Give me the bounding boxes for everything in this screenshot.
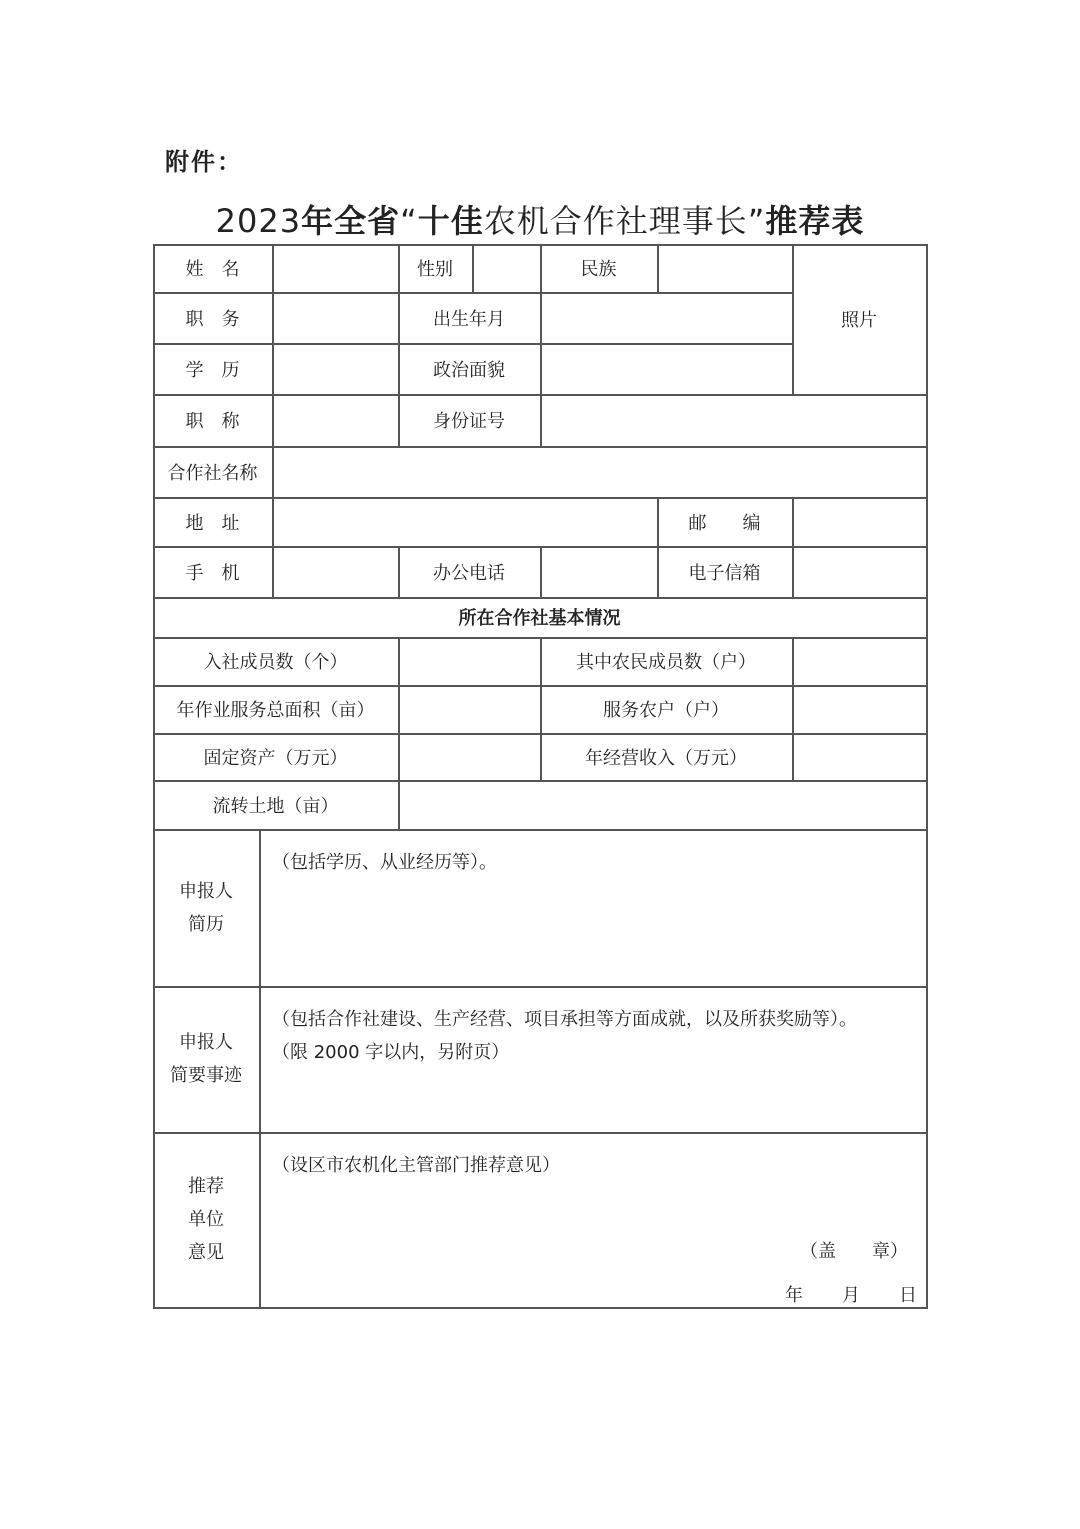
annual-income-label: 年经营收入（万元） bbox=[585, 747, 747, 769]
grid-line bbox=[792, 546, 794, 597]
grid-line bbox=[540, 546, 542, 597]
fixed-assets-label: 固定资产（万元） bbox=[203, 747, 348, 769]
political-label: 政治面貌 bbox=[433, 359, 505, 381]
id-label: 身份证号 bbox=[433, 411, 505, 432]
grid-line bbox=[153, 829, 928, 831]
postcode-label: 邮 编 bbox=[688, 512, 761, 534]
title-part2: 十佳 bbox=[417, 202, 484, 240]
deeds-label bbox=[153, 986, 259, 1132]
farmer-members-label: 其中农民成员数（户） bbox=[576, 652, 756, 673]
photo-label: 照片 bbox=[841, 310, 877, 331]
resume-label-line1: 申报人 bbox=[179, 880, 233, 902]
recommend-hint: （设区市农机化主管部门推荐意见） bbox=[272, 1155, 560, 1176]
service-households-label: 服务农户（户） bbox=[603, 700, 729, 721]
section-heading: 所在合作社基本情况 bbox=[458, 608, 621, 629]
grid-line bbox=[272, 244, 274, 446]
recommend-label-line2: 单位 bbox=[188, 1209, 224, 1230]
recommend-label-line1: 推荐 bbox=[188, 1176, 224, 1197]
title-quote-open: “ bbox=[400, 202, 418, 240]
grid-line bbox=[472, 244, 474, 292]
title-part3: 农机合作社理事长 bbox=[483, 202, 748, 240]
grid-line bbox=[153, 1307, 928, 1309]
grid-line bbox=[272, 446, 274, 497]
gender-label: 性别 bbox=[417, 259, 453, 280]
education-label: 学 历 bbox=[185, 359, 240, 381]
ethnicity-label: 民族 bbox=[580, 259, 617, 280]
grid-line bbox=[398, 637, 400, 780]
grid-line bbox=[792, 497, 794, 546]
grid-line bbox=[792, 637, 794, 780]
name-label: 姓 名 bbox=[185, 259, 240, 280]
grid-line bbox=[398, 780, 400, 829]
title-quote-close: ” bbox=[747, 202, 766, 240]
deeds-label-line2: 简要事迹 bbox=[170, 1065, 242, 1086]
mobile-label: 手 机 bbox=[185, 562, 240, 584]
deeds-label-line1: 申报人 bbox=[179, 1032, 233, 1053]
resume-hint: （包括学历、从业经历等）。 bbox=[272, 852, 497, 873]
date-year: 年 bbox=[785, 1285, 803, 1306]
deeds-hint-2: （限 2000 字以内，另附页） bbox=[272, 1042, 510, 1063]
grid-line bbox=[272, 497, 274, 546]
coop-name-label: 合作社名称 bbox=[167, 462, 258, 484]
date-month: 月 bbox=[842, 1285, 860, 1306]
resume-label-line2: 简历 bbox=[188, 913, 224, 935]
seal-label: （盖 章） bbox=[800, 1241, 908, 1262]
members-label: 入社成员数（个） bbox=[203, 652, 348, 673]
title-part4: 推荐表 bbox=[765, 202, 865, 240]
grid-line bbox=[153, 986, 928, 988]
grid-line bbox=[272, 546, 274, 597]
resume-label bbox=[153, 829, 259, 986]
office-phone-label: 办公电话 bbox=[433, 562, 505, 584]
address-label: 地 址 bbox=[185, 512, 240, 534]
attachment-label: 附件： bbox=[165, 148, 243, 176]
email-label: 电子信箱 bbox=[688, 562, 761, 584]
deeds-hint-1: （包括合作社建设、生产经营、项目承担等方面成就，以及所获奖励等）。 bbox=[272, 1009, 857, 1030]
grid-line bbox=[657, 244, 659, 292]
title-part1: 年全省 bbox=[301, 202, 401, 240]
recommend-label bbox=[153, 1132, 259, 1307]
birth-label: 出生年月 bbox=[433, 308, 505, 330]
title-year: 2023 bbox=[215, 202, 302, 240]
service-area-label: 年作业服务总面积（亩） bbox=[176, 700, 375, 721]
land-transfer-label: 流转土地（亩） bbox=[212, 795, 339, 817]
grid-line bbox=[153, 1132, 928, 1134]
title-label: 职 称 bbox=[185, 411, 240, 432]
date-day: 日 bbox=[899, 1285, 917, 1306]
position-label: 职 务 bbox=[185, 308, 240, 330]
grid-line bbox=[259, 829, 261, 1308]
grid-line bbox=[926, 244, 928, 1308]
recommend-label-line3: 意见 bbox=[188, 1242, 224, 1263]
